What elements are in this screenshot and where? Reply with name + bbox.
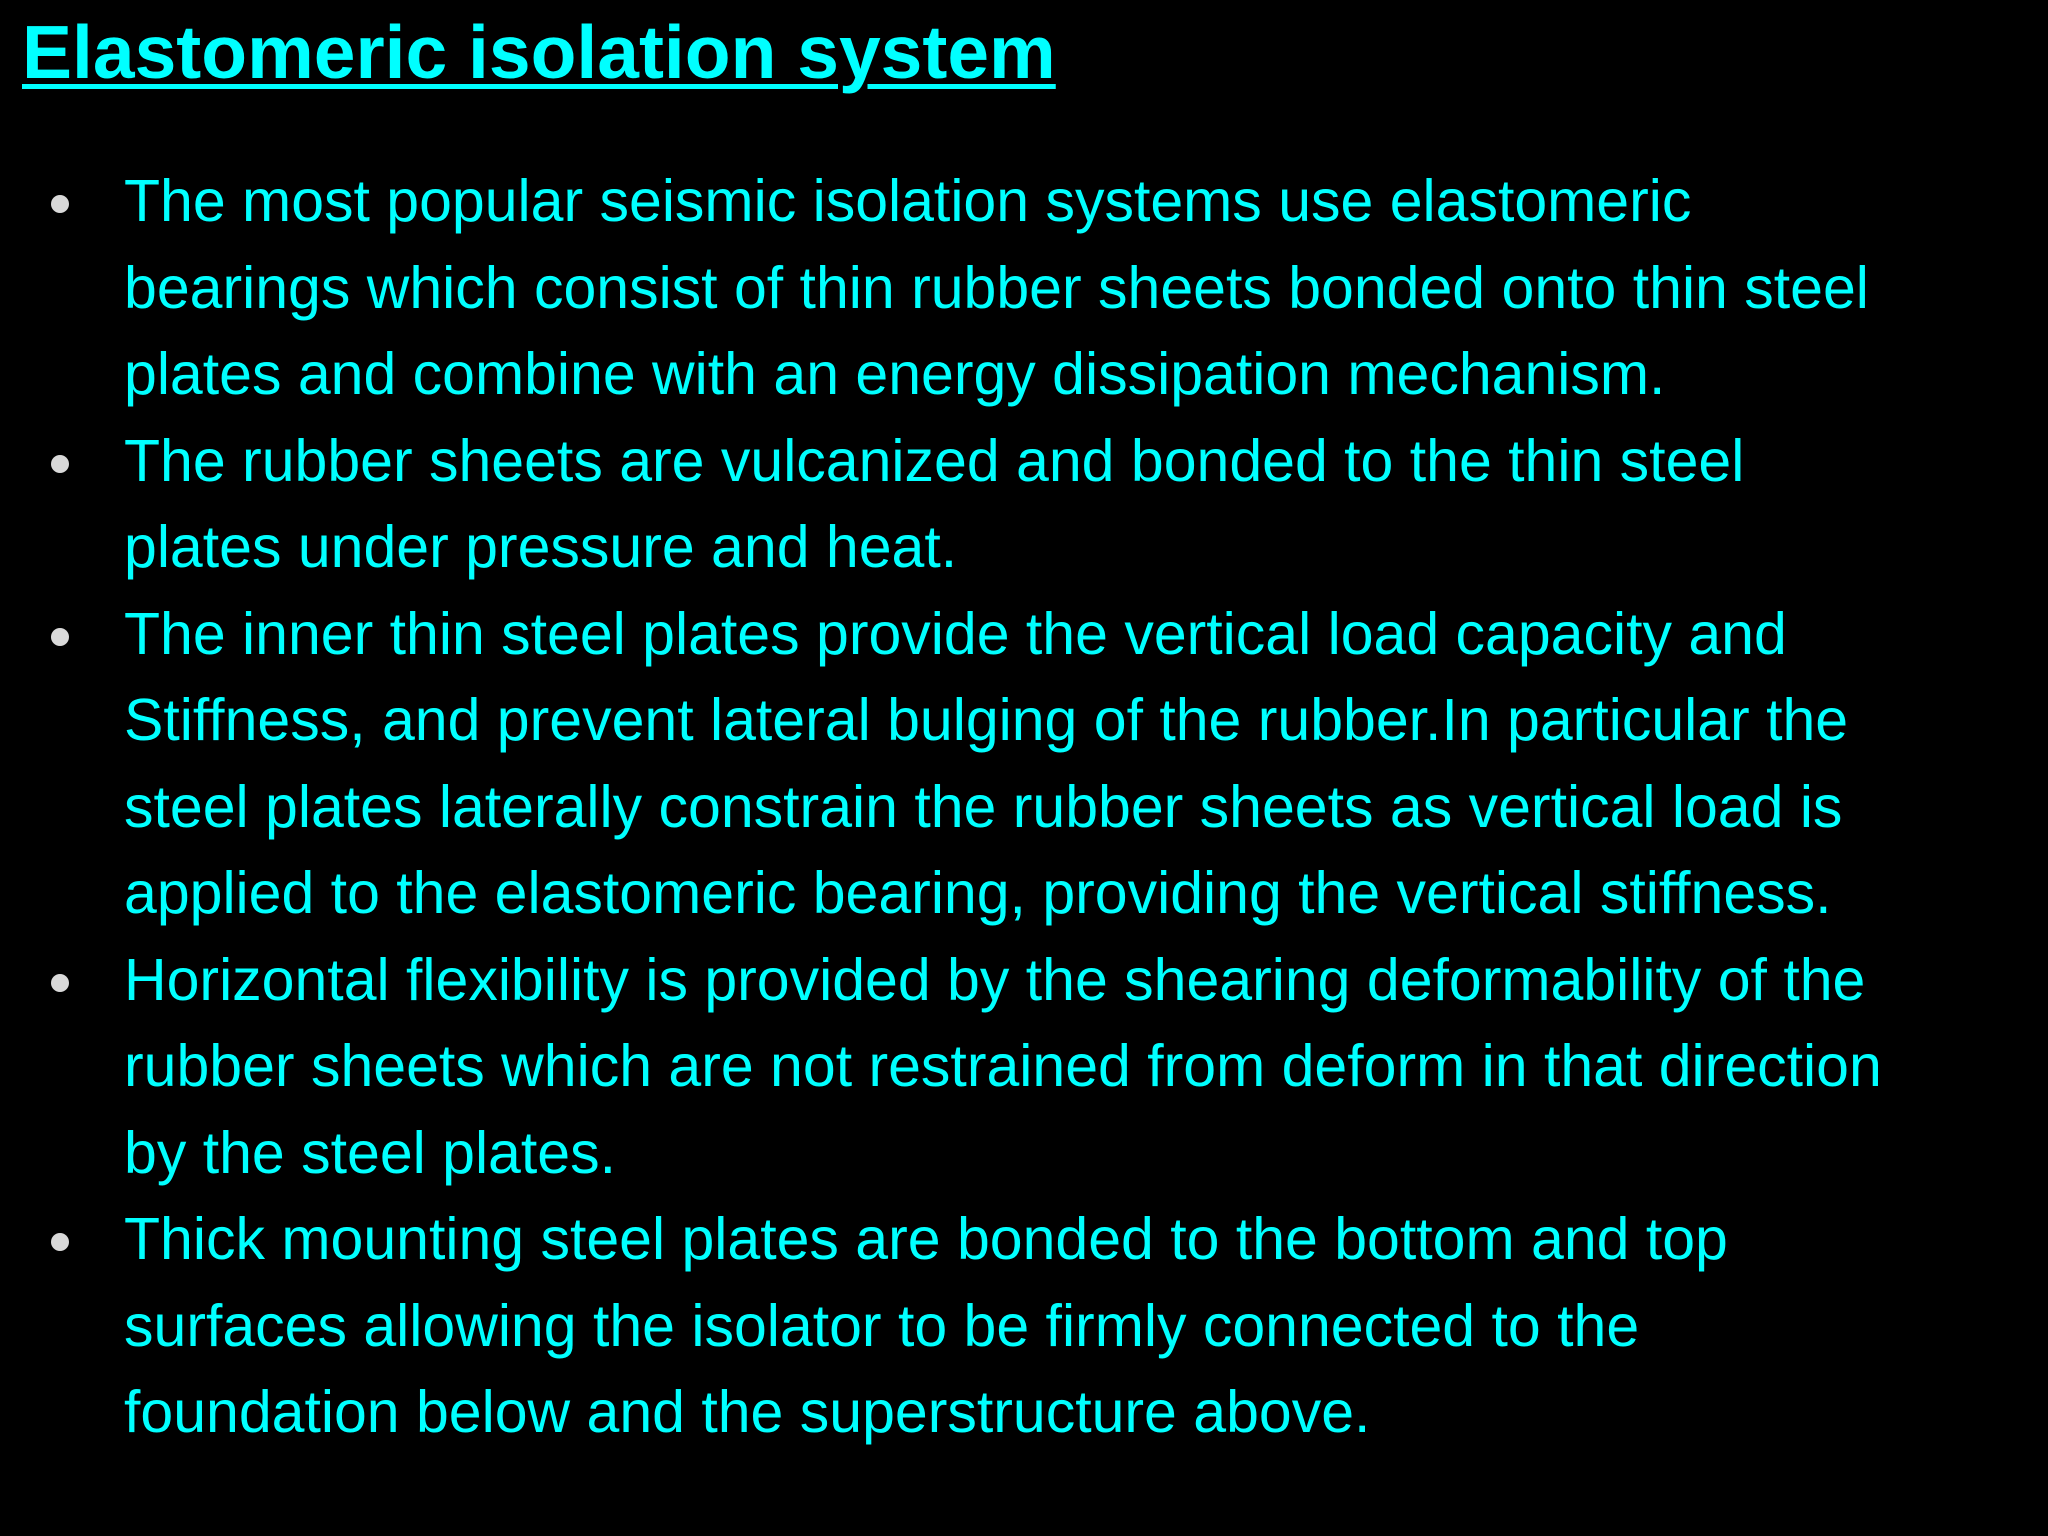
- bullet-text-line: Thick mounting steel plates are bonded to the bottom and top: [124, 1206, 1728, 1272]
- bullet-text-line: bearings which consist of thin rubber sheets bonded onto thin steel: [124, 254, 1869, 321]
- bullet-text-line: plates under pressure and heat.: [124, 514, 958, 580]
- bullet-text-line: foundation below and the superstructure above.: [124, 1379, 1371, 1445]
- bullet-text-line: Stiffness, and prevent lateral bulging of the rubber.In particular the: [124, 687, 1849, 753]
- bullet-text-line: applied to the elastomeric bearing, providing the vertical stiffness.: [124, 860, 1832, 926]
- bullet-text-line: plates and combine with an energy dissipation mechanism.: [124, 341, 1666, 407]
- bullet-item: [0, 591, 2004, 937]
- bullet-text-line: by the steel plates.: [124, 1119, 616, 1186]
- bullet-text-line: surfaces allowing the isolator to be firmly connected to the: [124, 1292, 1640, 1359]
- bullet-text-line: The most popular seismic isolation systems use elastomeric: [124, 168, 1692, 234]
- bullet-dot-icon: [51, 195, 69, 213]
- slide-title: Elastomeric isolation system: [22, 10, 1056, 94]
- bullet-text-line: rubber sheets which are not restrained from deform in that direction: [124, 1033, 1882, 1099]
- bullet-text-line: Horizontal flexibility is provided by the shearing deformability of the: [124, 946, 1866, 1013]
- bullet-list: [0, 158, 2048, 1456]
- bullet-text-line: steel plates laterally constrain the rubber sheets as vertical load is: [124, 773, 1843, 840]
- bullet-dot-icon: [51, 455, 69, 473]
- bullet-item: [0, 1196, 2004, 1456]
- bullet-item: [0, 418, 2004, 591]
- bullet-dot-icon: [51, 628, 69, 646]
- bullet-text-line: The inner thin steel plates provide the vertical load capacity and: [124, 600, 1787, 667]
- bullet-dot-icon: [51, 974, 69, 992]
- bullet-item: [0, 158, 2004, 418]
- bullet-item: [0, 937, 2004, 1197]
- bullet-dot-icon: [51, 1233, 69, 1251]
- bullet-text-line: The rubber sheets are vulcanized and bonded to the thin steel: [124, 427, 1745, 494]
